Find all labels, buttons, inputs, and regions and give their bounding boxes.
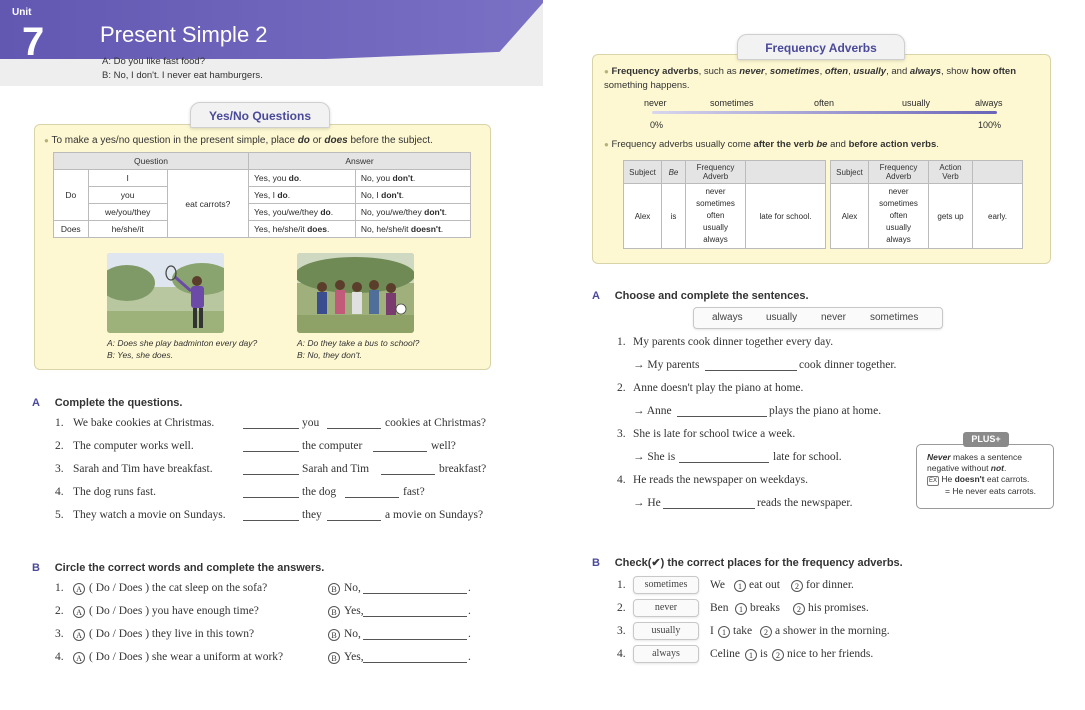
exercise-letter: B bbox=[32, 562, 40, 574]
exercise-letter: B bbox=[592, 557, 600, 569]
exercise-a-header bbox=[32, 397, 182, 409]
plus-line-2: negative without not. bbox=[927, 463, 1007, 473]
speaker-b-badge: B bbox=[328, 583, 340, 595]
answer-blank[interactable] bbox=[243, 440, 299, 452]
scale-label: sometimes bbox=[710, 98, 754, 108]
check-slot-1[interactable]: 1 bbox=[734, 580, 746, 592]
check-slot-2[interactable]: 2 bbox=[772, 649, 784, 661]
unit-banner bbox=[0, 0, 543, 86]
list-item: 4. A ( Do / Does ) she wear a uniform at work? B Yes, . bbox=[55, 651, 471, 663]
bullet-icon: ● bbox=[604, 140, 609, 149]
scale-label: always bbox=[975, 98, 1003, 108]
intro-dialog-a: A: Do you like fast food? bbox=[102, 56, 205, 67]
speaker-a-badge: A bbox=[73, 652, 85, 664]
answer-blank[interactable] bbox=[243, 463, 299, 475]
col-frequency: Frequency Adverb bbox=[686, 161, 746, 184]
col-question: Question bbox=[54, 153, 249, 170]
list-item: 1. My parents cook dinner together every day. → My parents cook dinner together. bbox=[617, 336, 897, 371]
cell-yes: Yes, he/she/it does. bbox=[249, 221, 356, 238]
speaker-a-badge: A bbox=[73, 583, 85, 595]
do-does-choice[interactable]: ( Do / Does ) you have enough time? bbox=[89, 605, 259, 617]
list-item: 2. The computer works well. the computer well? bbox=[55, 440, 456, 452]
col-subject: Subject bbox=[624, 161, 662, 184]
adverb-tag: never bbox=[633, 599, 699, 617]
speaker-a-badge: A bbox=[73, 629, 85, 641]
answer-blank[interactable] bbox=[363, 651, 467, 663]
answer-blank[interactable] bbox=[363, 628, 467, 640]
exercise-b2-list bbox=[617, 575, 937, 667]
speaker-a-badge: A bbox=[73, 606, 85, 618]
cell-verb: eat carrots? bbox=[167, 170, 248, 238]
scale-high: 100% bbox=[978, 120, 1002, 130]
answer-blank[interactable] bbox=[663, 497, 755, 509]
bullet-icon: ● bbox=[604, 67, 609, 76]
photo1-caption bbox=[107, 337, 257, 361]
do-does-choice[interactable]: ( Do / Does ) they live in this town? bbox=[89, 628, 255, 640]
col-action: Action Verb bbox=[929, 161, 973, 184]
exercise-title: Choose and complete the sentences. bbox=[614, 290, 809, 302]
word-bank-item: usually bbox=[766, 312, 798, 323]
cell-verb: gets up bbox=[929, 184, 973, 249]
list-item: 4. The dog runs fast. the dog fast? bbox=[55, 486, 425, 498]
word-bank-item: never bbox=[821, 312, 847, 323]
exercise-b-header bbox=[32, 562, 324, 574]
cell-be: is bbox=[662, 184, 686, 249]
col-answer: Answer bbox=[249, 153, 471, 170]
exercise-a2-header bbox=[592, 290, 809, 302]
list-item: 4. always Celine 1 is 2 nice to her friends. bbox=[617, 644, 937, 667]
check-slot-1[interactable]: 1 bbox=[718, 626, 730, 638]
speaker-b-badge: B bbox=[328, 652, 340, 664]
list-item: 5. They watch a movie on Sundays. they a movie on Sundays? bbox=[55, 509, 484, 521]
photo2-caption bbox=[297, 337, 419, 361]
cell-subject: we/you/they bbox=[88, 204, 167, 221]
cell-adverbs: never sometimes often usually always bbox=[686, 184, 746, 249]
adverb-tag: always bbox=[633, 645, 699, 663]
list-item: 2. never Ben 1 breaks 2 his promises. bbox=[617, 598, 937, 621]
answer-blank[interactable] bbox=[243, 509, 299, 521]
cell-no: No, he/she/it doesn't. bbox=[355, 221, 470, 238]
adverb-tag: sometimes bbox=[633, 576, 699, 594]
scale-low: 0% bbox=[650, 120, 664, 130]
frequency-scale bbox=[640, 98, 1010, 132]
cell-no: No, I don't. bbox=[355, 187, 470, 204]
yesno-heading: Yes/No Questions bbox=[190, 102, 330, 128]
col-empty bbox=[746, 161, 826, 184]
cell-yes: Yes, you/we/they do. bbox=[249, 204, 356, 221]
cell-rest: early. bbox=[973, 184, 1023, 249]
exercise-letter: A bbox=[32, 397, 40, 409]
list-item: 3. She is late for school twice a week. → She is late for school. bbox=[617, 428, 842, 463]
word-bank-item: sometimes bbox=[870, 312, 919, 323]
photo1-dialog-a: A: Does she play badminton every day? bbox=[107, 338, 258, 348]
exercise-title: Circle the correct words and complete the answers. bbox=[54, 562, 325, 574]
list-item: 3. Sarah and Tim have breakfast. Sarah and Tim breakfast? bbox=[55, 463, 487, 475]
col-subject: Subject bbox=[831, 161, 869, 184]
cell-yes: Yes, you do. bbox=[249, 170, 356, 187]
intro-dialog-b: B: No, I don't. I never eat hamburgers. bbox=[102, 70, 263, 81]
exercise-b2-header bbox=[592, 556, 903, 569]
answer-blank[interactable] bbox=[327, 417, 381, 429]
check-slot-1[interactable]: 1 bbox=[745, 649, 757, 661]
unit-number: 7 bbox=[22, 20, 45, 64]
do-does-choice[interactable]: ( Do / Does ) the cat sleep on the sofa? bbox=[89, 582, 268, 594]
photo2-dialog-a: A: Do they take a bus to school? bbox=[297, 338, 420, 348]
cell-subject: I bbox=[88, 170, 167, 187]
cell-do: Do bbox=[54, 170, 89, 221]
photo2-dialog-b: B: No, they don't. bbox=[297, 350, 362, 360]
answer-blank[interactable] bbox=[363, 582, 467, 594]
cell-yes: Yes, I do. bbox=[249, 187, 356, 204]
answer-blank[interactable] bbox=[327, 509, 381, 521]
col-be: Be bbox=[662, 161, 686, 184]
scale-label: often bbox=[814, 98, 835, 108]
page-title: Present Simple 2 bbox=[100, 22, 268, 47]
cell-subject: Alex bbox=[624, 184, 662, 249]
list-item: 4. He reads the newspaper on weekdays. → He reads the newspaper. bbox=[617, 474, 853, 509]
col-empty bbox=[973, 161, 1023, 184]
speaker-b-badge: B bbox=[328, 629, 340, 641]
exercise-title: Complete the questions. bbox=[54, 397, 183, 409]
action-adverb-table bbox=[830, 160, 1023, 249]
answer-blank[interactable] bbox=[243, 417, 299, 429]
exercise-title: Check(✔) the correct places for the frequency adverbs. bbox=[614, 557, 903, 569]
adverb-tag: usually bbox=[633, 622, 699, 640]
exercise-a2-list bbox=[617, 336, 917, 520]
plus-line-3: EX He doesn't eat carrots. bbox=[929, 474, 1030, 484]
list-item: 2. A ( Do / Does ) you have enough time? B Yes, . bbox=[55, 605, 471, 617]
check-slot-2[interactable]: 2 bbox=[760, 626, 772, 638]
speaker-b-badge: B bbox=[328, 606, 340, 618]
exercise-b-list bbox=[55, 582, 495, 674]
photo-students bbox=[297, 253, 414, 333]
exercise-letter: A bbox=[592, 290, 600, 302]
check-slot-2[interactable]: 2 bbox=[793, 603, 805, 615]
check-slot-1[interactable]: 1 bbox=[735, 603, 747, 615]
list-item: 3. usually I 1 take 2 a shower in the morning. bbox=[617, 621, 937, 644]
bullet-icon: ● bbox=[44, 136, 49, 145]
plus-line-1: Never makes a sentence bbox=[927, 452, 1022, 462]
scale-label: usually bbox=[902, 98, 931, 108]
answer-blank[interactable] bbox=[679, 451, 769, 463]
example-tag: EX bbox=[929, 478, 938, 484]
plus-note bbox=[916, 444, 1054, 509]
answer-blank[interactable] bbox=[373, 440, 427, 452]
unit-label: Unit bbox=[12, 7, 32, 18]
cell-rest: late for school. bbox=[746, 184, 826, 249]
answer-blank[interactable] bbox=[677, 405, 767, 417]
answer-blank[interactable] bbox=[363, 605, 467, 617]
cell-subject: you bbox=[88, 187, 167, 204]
yesno-rule: ● To make a yes/no question in the present simple, place do or does before the subject. bbox=[44, 135, 433, 146]
check-slot-2[interactable]: 2 bbox=[791, 580, 803, 592]
word-bank bbox=[693, 307, 943, 329]
answer-blank[interactable] bbox=[243, 486, 299, 498]
answer-blank[interactable] bbox=[381, 463, 435, 475]
photo1-dialog-b: B: Yes, she does. bbox=[107, 350, 173, 360]
list-item: 3. A ( Do / Does ) they live in this town? B No, . bbox=[55, 628, 471, 640]
word-bank-item: always bbox=[712, 312, 743, 323]
col-frequency: Frequency Adverb bbox=[869, 161, 929, 184]
cell-no: No, you don't. bbox=[355, 170, 470, 187]
list-item: 1. sometimes We 1 eat out 2 for dinner. bbox=[617, 575, 937, 598]
plus-tag: PLUS+ bbox=[963, 432, 1009, 447]
frequency-rule-1: ● Frequency adverbs, such as never, sometimes, often, usually, and always, show how often something happens. bbox=[604, 66, 1017, 91]
cell-subject: Alex bbox=[831, 184, 869, 249]
exercise-a-list bbox=[55, 417, 495, 532]
cell-no: No, you/we/they don't. bbox=[355, 204, 470, 221]
cell-subject: he/she/it bbox=[88, 221, 167, 238]
answer-blank[interactable] bbox=[705, 359, 797, 371]
plus-line-4: = He never eats carrots. bbox=[945, 486, 1036, 496]
frequency-rule-2: ● Frequency adverbs usually come after the verb be and before action verbs. bbox=[604, 139, 939, 150]
cell-does: Does bbox=[54, 221, 89, 238]
banner-background bbox=[0, 0, 543, 72]
scale-label: never bbox=[644, 98, 667, 108]
yesno-table bbox=[53, 152, 471, 238]
frequency-heading: Frequency Adverbs bbox=[737, 34, 905, 60]
photo-badminton bbox=[107, 253, 224, 333]
list-item: 2. Anne doesn't play the piano at home. → Anne plays the piano at home. bbox=[617, 382, 882, 417]
list-item: 1. We bake cookies at Christmas. you cookies at Christmas? bbox=[55, 417, 486, 429]
answer-blank[interactable] bbox=[345, 486, 399, 498]
scale-bar bbox=[652, 111, 997, 114]
list-item: 1. A ( Do / Does ) the cat sleep on the sofa? B No, . bbox=[55, 582, 471, 594]
be-adverb-table bbox=[623, 160, 826, 249]
do-does-choice[interactable]: ( Do / Does ) she wear a uniform at work? bbox=[89, 651, 284, 663]
cell-adverbs: never sometimes often usually always bbox=[869, 184, 929, 249]
